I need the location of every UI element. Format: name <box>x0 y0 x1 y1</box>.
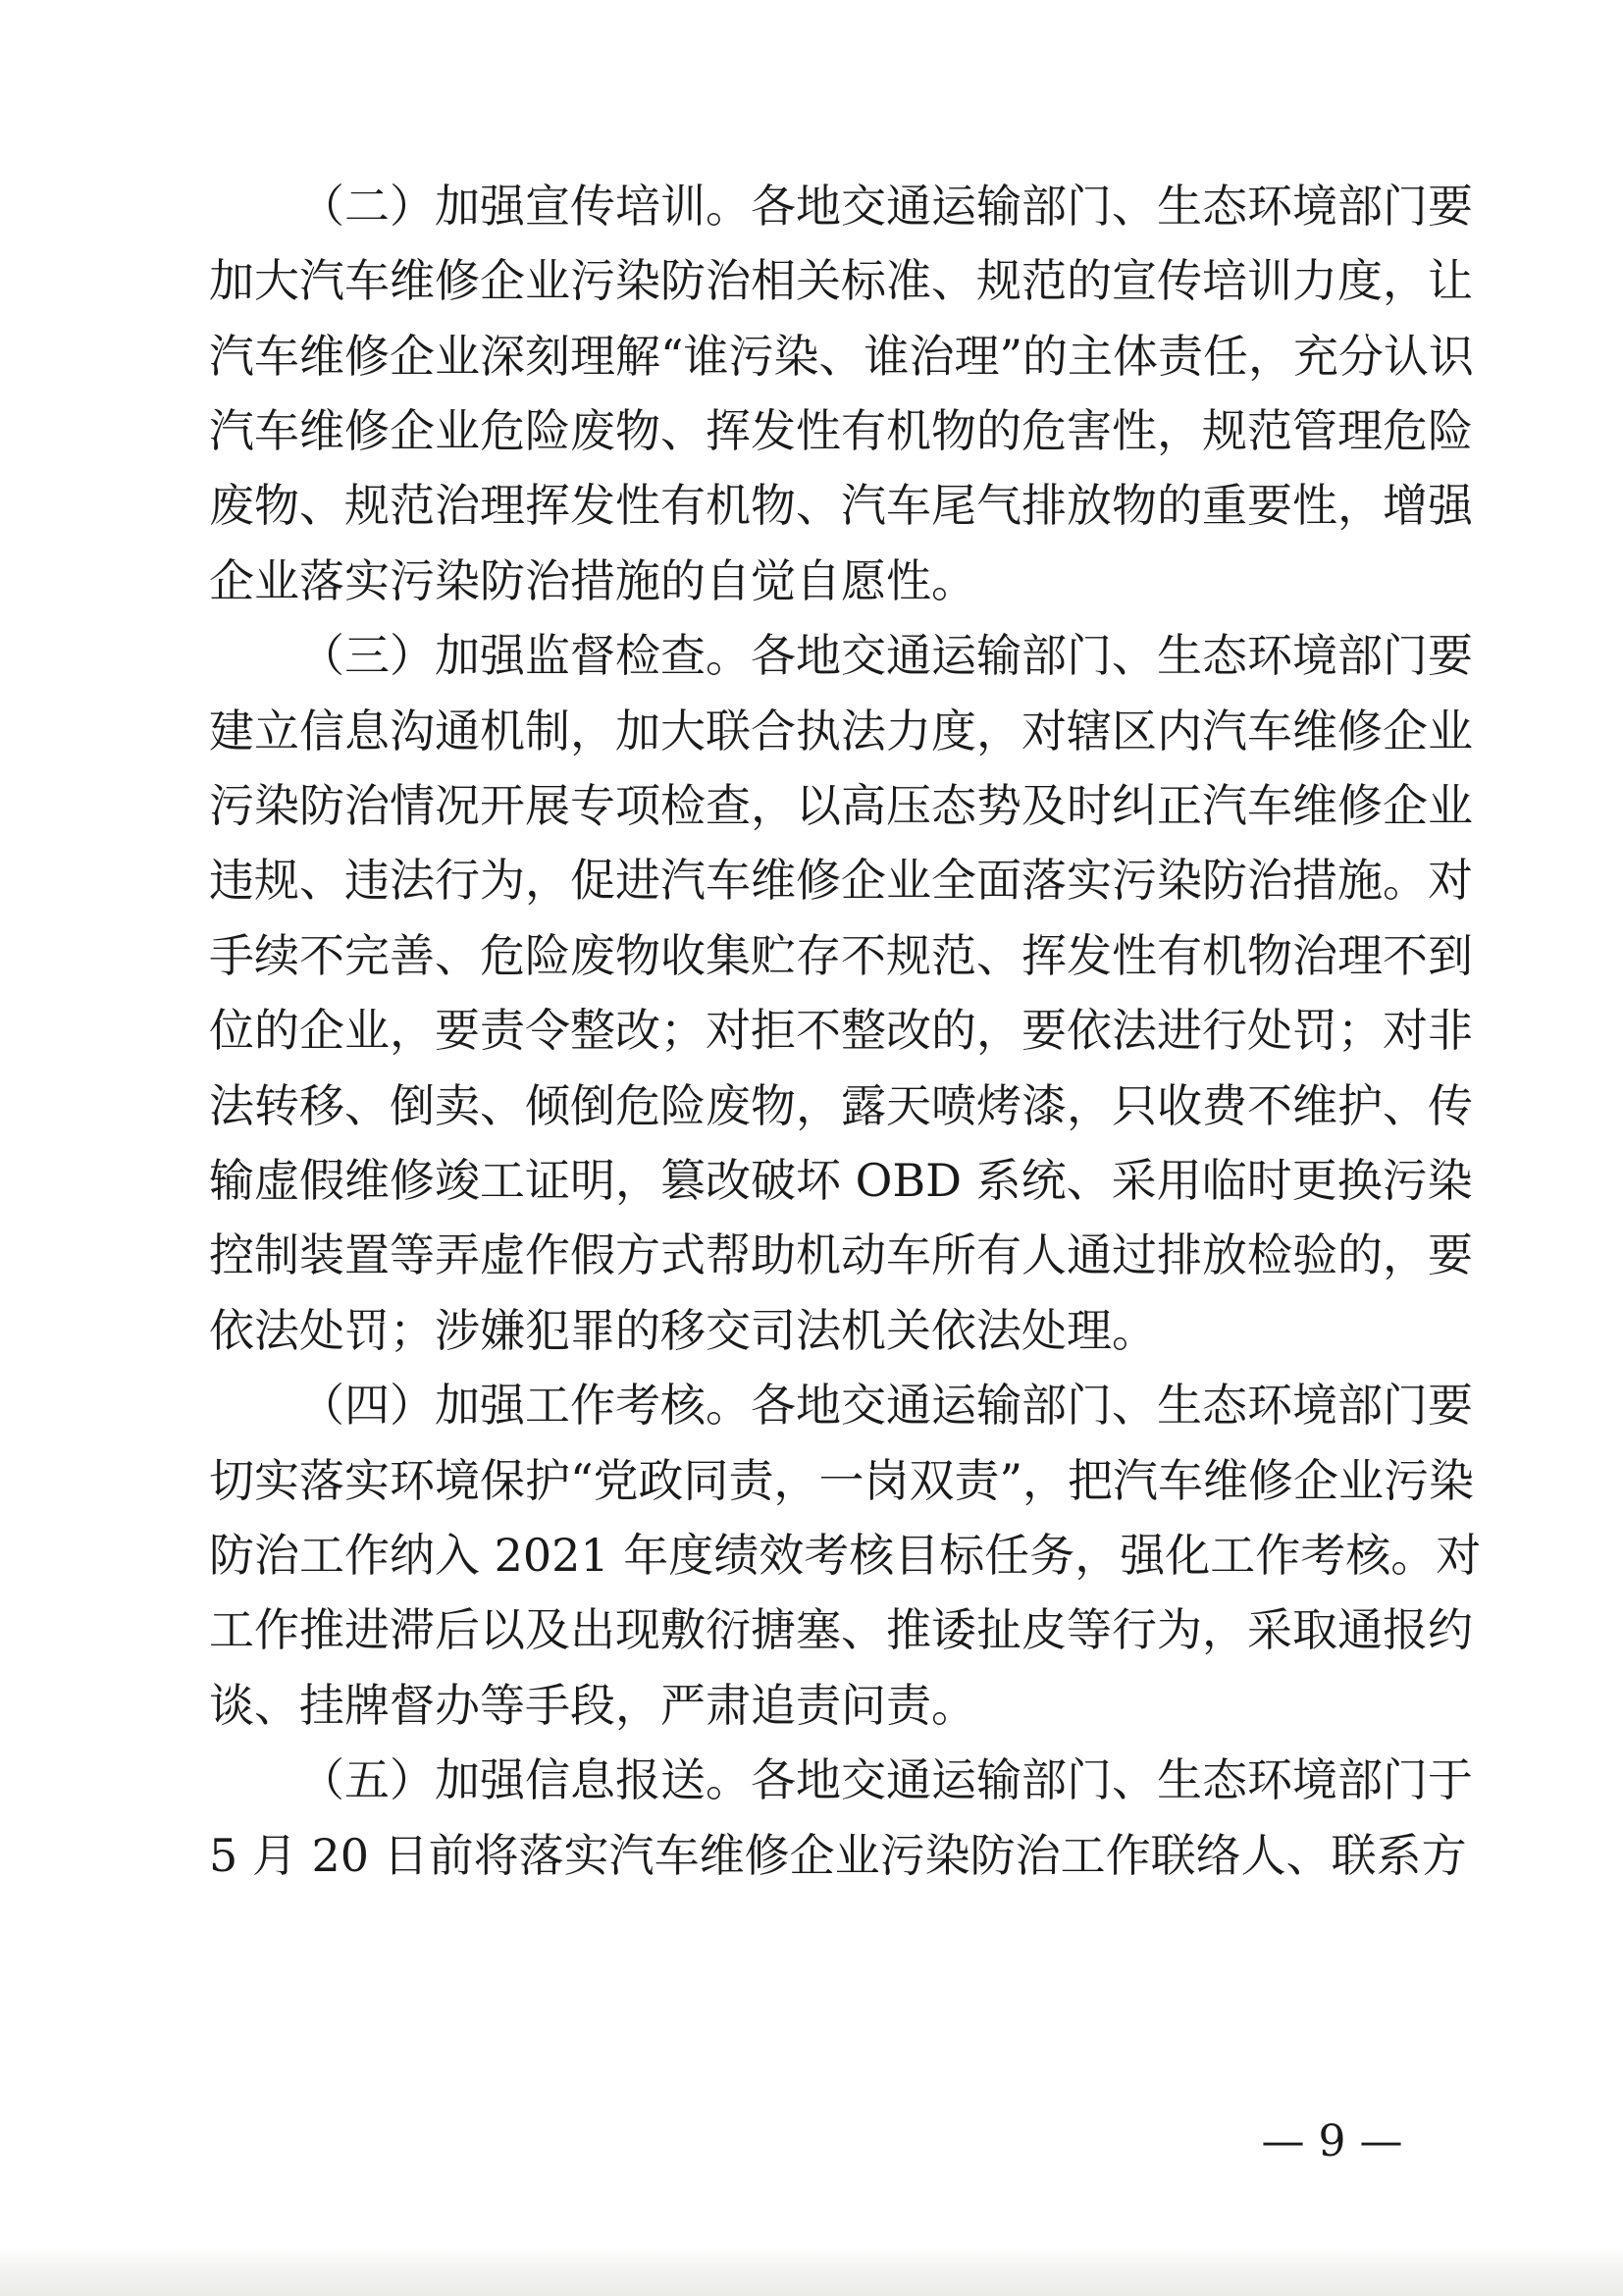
text-line: （五）加强信息报送。各地交通运输部门、生态环境部门于 <box>299 1753 1473 1806</box>
text-line: 废物、规范治理挥发性有机物、汽车尾气排放物的重要性，增强 <box>209 479 1473 532</box>
text-line: 控制装置等弄虚作假方式帮助机动车所有人通过排放检验的，要 <box>209 1228 1473 1281</box>
text-line: 防治工作纳入 2021 年度绩效考核目标任务，强化工作考核。对 <box>209 1529 1482 1582</box>
text-line: 手续不完善、危险废物收集贮存不规范、挥发性有机物治理不到 <box>209 929 1473 982</box>
text-line: 切实落实环境保护“党政同责，一岗双责”，把汽车维修企业污染 <box>209 1454 1475 1507</box>
text-line: 加大汽车维修企业污染防治相关标准、规范的宣传培训力度，让 <box>209 254 1473 307</box>
text-line: 汽车维修企业危险废物、挥发性有机物的危害性，规范管理危险 <box>209 404 1473 457</box>
text-line: 输虚假维修竣工证明，篡改破坏 OBD 系统、采用临时更换污染 <box>209 1154 1473 1207</box>
text-line: 法转移、倒卖、倾倒危险废物，露天喷烤漆，只收费不维护、传 <box>209 1079 1473 1132</box>
scan-edge-shadow <box>0 2247 1623 2296</box>
page-number: — 9 — <box>1261 2116 1403 2166</box>
text-line: 建立信息沟通机制，加大联合执法力度，对辖区内汽车维修企业 <box>209 704 1473 757</box>
text-line: 污染防治情况开展专项检查，以高压态势及时纠正汽车维修企业 <box>209 779 1473 832</box>
text-line: 企业落实污染防治措施的自觉自愿性。 <box>209 554 976 607</box>
text-line: 汽车维修企业深刻理解“谁污染、谁治理”的主体责任，充分认识 <box>209 330 1475 383</box>
text-line: （二）加强宣传培训。各地交通运输部门、生态环境部门要 <box>299 180 1473 233</box>
text-line: （四）加强工作考核。各地交通运输部门、生态环境部门要 <box>299 1379 1473 1432</box>
text-line: （三）加强监督检查。各地交通运输部门、生态环境部门要 <box>299 629 1473 682</box>
text-line: 依法处罚；涉嫌犯罪的移交司法机关依法处理。 <box>209 1304 1157 1357</box>
text-line: 工作推进滞后以及出现敷衍搪塞、推诿扯皮等行为，采取通报约 <box>209 1603 1473 1656</box>
text-line: 位的企业，要责令整改；对拒不整改的，要依法进行处罚；对非 <box>209 1004 1473 1057</box>
text-line: 谈、挂牌督办等手段，严肃追责问责。 <box>209 1679 976 1732</box>
text-line: 违规、违法行为，促进汽车维修企业全面落实污染防治措施。对 <box>209 854 1473 907</box>
text-line: 5 月 20 日前将落实汽车维修企业污染防治工作联络人、联系方 <box>209 1829 1467 1882</box>
